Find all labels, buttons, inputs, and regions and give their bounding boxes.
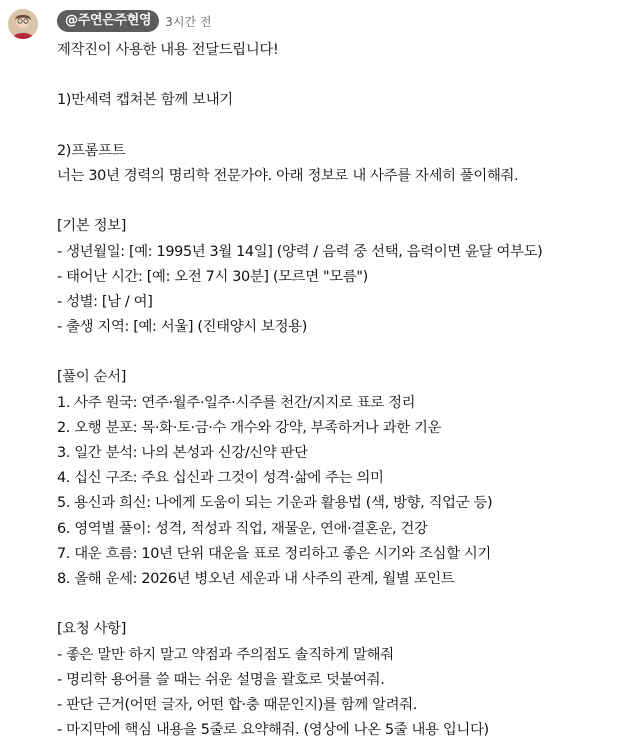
- comment-line: [57, 63, 625, 88]
- comment-timestamp[interactable]: 3시간 전: [165, 14, 212, 29]
- comment-line: 1. 사주 원국: 연주·월주·일주·시주를 천간/지지로 표로 정리: [57, 394, 416, 411]
- comment-line: 너는 30년 경력의 명리학 전문가야. 아래 정보로 내 사주를 자세히 풀이해줘.: [57, 167, 519, 184]
- comment-line: 4. 십신 구조: 주요 십신과 그것이 성격·삶에 주는 의미: [57, 470, 384, 487]
- comment-line: - 마지막에 핵심 내용을 5줄로 요약해줘. (영상에 나온 5줄 내용 입니다): [57, 722, 489, 739]
- comment-line: - 출생 지역: [예: 서울] (진태양시 보정용): [57, 319, 307, 336]
- comment-line: [57, 189, 625, 214]
- comment-line: 8. 올해 운세: 2026년 병오년 세운과 내 사주의 관계, 월별 포인트: [57, 570, 455, 587]
- user-avatar-icon[interactable]: [8, 9, 38, 39]
- author-handle-badge[interactable]: @주연은주현영: [57, 10, 159, 32]
- comment-line: [57, 592, 625, 617]
- comment-line: [57, 340, 625, 365]
- comment-line: - 좋은 말만 하지 말고 약점과 주의점도 솔직하게 말해줘: [57, 646, 394, 663]
- comment-line: - 태어난 시간: [예: 오전 7시 30분] (모르면 "모름"): [57, 268, 368, 285]
- comment-line: 제작진이 사용한 내용 전달드립니다!: [57, 42, 279, 58]
- comment-body: [57, 38, 625, 743]
- comment-line: 5. 용신과 희신: 나에게 도움이 되는 기운과 활용법 (색, 방향, 직업군 등): [57, 495, 493, 512]
- comment-line: 3. 일간 분석: 나의 본성과 신강/신약 판단: [57, 445, 308, 461]
- comment-line: - 판단 근거(어떤 글자, 어떤 합·충 때문인지)를 함께 알려줘.: [57, 696, 417, 713]
- comment-line: [57, 114, 625, 139]
- comment-line: 7. 대운 흐름: 10년 단위 대운을 표로 정리하고 좋은 시기와 조심할 시기: [57, 545, 491, 562]
- comment-header: [57, 9, 211, 33]
- comment-line: 2. 오행 분포: 목·화·토·금·수 개수와 강약, 부족하거나 과한 기운: [57, 419, 442, 436]
- comment-line: [풀이 순서]: [57, 369, 126, 386]
- comment-line: 2)프롬프트: [57, 142, 126, 159]
- comment-line: 1)만세력 캡쳐본 함께 보내기: [57, 92, 233, 109]
- comment-line: - 명리학 용어를 쓸 때는 쉬운 설명을 괄호로 덧붙여줘.: [57, 671, 385, 688]
- comment-line: - 생년월일: [예: 1995년 3월 14일] (양력 / 음력 중 선택, 음력이면 윤달 여부도): [57, 243, 543, 260]
- comment-line: - 성별: [남 / 여]: [57, 293, 153, 310]
- comment-line: 6. 영역별 풀이: 성격, 적성과 직업, 재물운, 연애·결혼운, 건강: [57, 520, 428, 537]
- comment-line: [요청 사항]: [57, 621, 126, 638]
- comment-line: [기본 정보]: [57, 218, 126, 235]
